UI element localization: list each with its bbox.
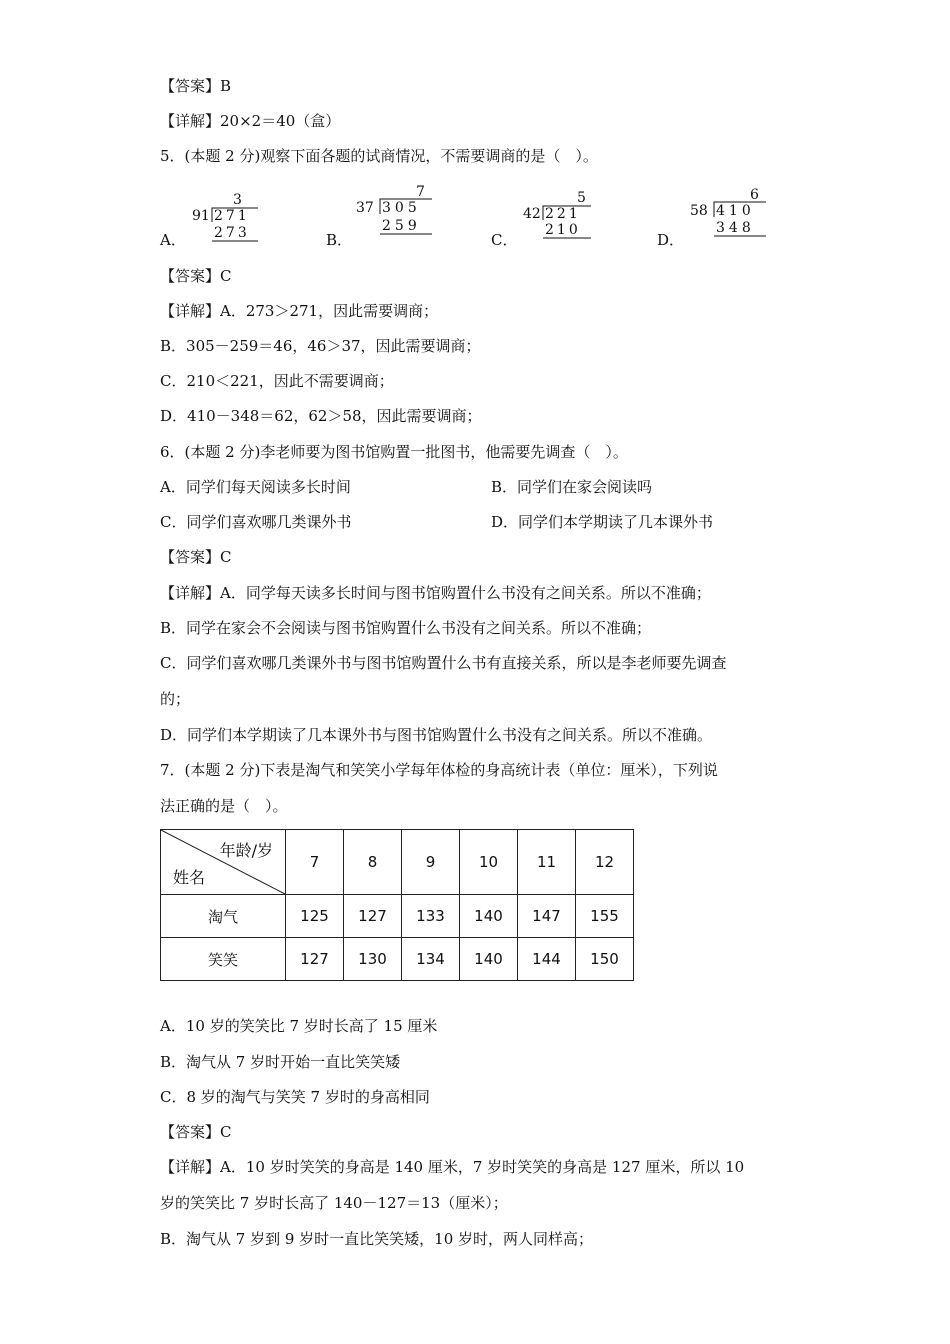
age-header: 9 [402,830,460,895]
question-5: 5．(本题 2 分)观察下面各题的试商情况，不需要调商的是（ ）。 [160,147,598,165]
table-cell: 144 [518,938,576,981]
table-cell: 150 [576,938,634,981]
explanation-q5-c: C．210＜221，因此不需要调商； [160,372,394,390]
explanation-q6-c-line2: 的； [160,690,191,708]
dividend: 271 [214,208,250,224]
age-header: 12 [576,830,634,895]
age-header: 8 [344,830,402,895]
dividend: 221 [545,206,581,222]
table-cell: 127 [286,938,344,981]
q7-option-a: A．10 岁的笑笑比 7 岁时长高了 15 厘米 [160,1017,438,1035]
answer-q7: 【答案】C [160,1123,232,1141]
table-cell: 130 [344,938,402,981]
divisor: 91 [192,208,210,224]
row-name: 笑笑 [161,938,286,981]
explanation-q6-d: D．同学们本学期读了几本课外书与图书馆购置什么书没有之间关系。所以不准确。 [160,726,713,744]
table-header-row [161,830,634,895]
divisor: 42 [523,206,541,222]
explanation-q5-a: 【详解】A．273＞271，因此需要调商； [160,302,439,320]
product: 273 [214,225,250,241]
explanation-q7-a-line2: 岁的笑笑比 7 岁时长高了 140－127＝13（厘米）； [160,1194,508,1212]
table-cell: 127 [344,895,402,938]
q5-option-d-label: D． [657,231,685,249]
divisor: 37 [356,200,374,216]
table-cell: 133 [402,895,460,938]
explanation-q5-d: D．410－348＝62，62＞58，因此需要调商； [160,407,482,425]
age-header: 7 [286,830,344,895]
corner-label-age: 年龄/岁 [219,841,273,860]
explanation-q5-b: B．305－259＝46，46＞37，因此需要调商； [160,337,481,355]
table-row [161,895,634,938]
product: 210 [545,222,581,238]
q5-option-c-division [519,188,599,244]
q5-option-b-division [352,182,438,242]
explanation-q4: 【详解】20×2＝40（盒） [160,112,341,130]
q7-option-c: C．8 岁的淘气与笑笑 7 岁时的身高相同 [160,1088,430,1106]
table-cell: 155 [576,895,634,938]
product: 348 [716,220,755,236]
divisor: 58 [690,203,708,219]
question-7-line1: 7．(本题 2 分)下表是淘气和笑笑小学每年体检的身高统计表（单位：厘米），下列说 [160,761,718,779]
explanation-q7-b: B．淘气从 7 岁到 9 岁时一直比笑笑矮，10 岁时，两人同样高； [160,1230,594,1248]
q6-option-c: C．同学们喜欢哪几类课外书 [160,513,352,531]
explanation-q6-b: B．同学在家会不会阅读与图书馆购置什么书没有之间关系。所以不准确； [160,619,652,637]
question-6: 6．(本题 2 分)李老师要为图书馆购置一批图书，他需要先调查（ ）。 [160,443,628,461]
quotient: 7 [416,184,425,200]
q6-option-d: D．同学们本学期读了几本课外书 [491,513,714,531]
explanation-q6-c-line1: C．同学们喜欢哪几类课外书与图书馆购置什么书有直接关系，所以是李老师要先调查 [160,654,727,672]
answer-q6: 【答案】C [160,548,232,566]
height-table [160,829,634,981]
row-name: 淘气 [161,895,286,938]
answer-q4: 【答案】B [160,77,232,95]
question-7-line2: 法正确的是（ ）。 [160,797,288,815]
q5-option-c-label: C． [491,231,518,249]
quotient: 3 [233,192,242,208]
table-cell: 140 [460,938,518,981]
quotient: 5 [577,190,586,206]
table-row [161,938,634,981]
q5-option-b-label: B． [326,231,353,249]
age-header: 10 [460,830,518,895]
q5-option-a-division [188,190,268,246]
answer-q5: 【答案】C [160,267,232,285]
q6-option-a: A．同学们每天阅读多长时间 [160,478,351,496]
q6-option-b: B．同学们在家会阅读吗 [491,478,653,496]
q7-option-b: B．淘气从 7 岁时开始一直比笑笑矮 [160,1053,401,1071]
table-cell: 125 [286,895,344,938]
q5-option-a-label: A． [160,231,186,249]
explanation-q6-a: 【详解】A．同学每天读多长时间与图书馆购置什么书没有之间关系。所以不准确； [160,584,711,602]
product: 259 [382,218,421,234]
table-corner-cell [161,830,286,895]
dividend: 305 [382,200,421,216]
table-cell: 147 [518,895,576,938]
q5-option-d-division [686,184,770,242]
table-cell: 140 [460,895,518,938]
quotient: 6 [750,187,759,203]
corner-label-name: 姓名 [173,868,206,887]
dividend: 410 [716,203,755,219]
age-header: 11 [518,830,576,895]
explanation-q7-a-line1: 【详解】A．10 岁时笑笑的身高是 140 厘米，7 岁时笑笑的身高是 127 厘米，所以 10 [160,1158,745,1176]
table-cell: 134 [402,938,460,981]
